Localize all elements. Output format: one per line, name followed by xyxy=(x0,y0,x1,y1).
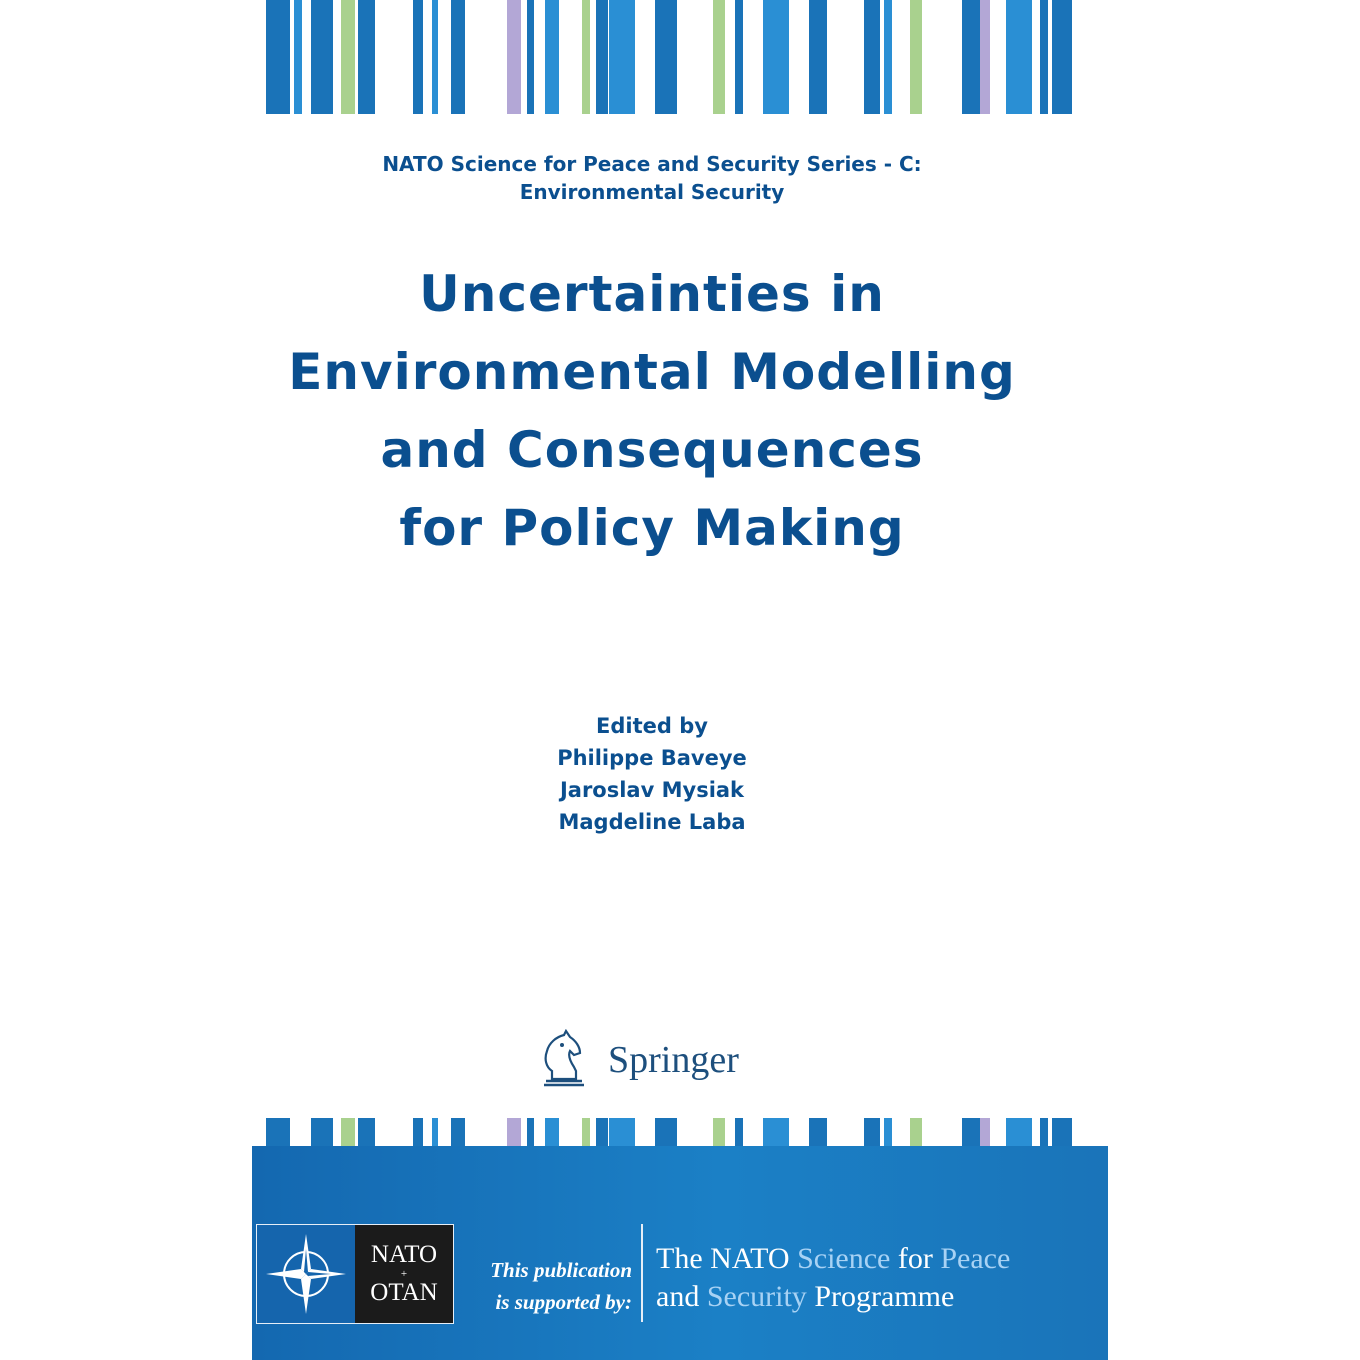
series-line-1: NATO Science for Peace and Security Series - C: xyxy=(382,152,922,176)
programme-name xyxy=(656,1240,1096,1316)
top-stripes-graphic xyxy=(0,0,1360,114)
nato-label: NATO xyxy=(370,1241,438,1268)
title-line-2: Environmental Modelling xyxy=(288,343,1016,401)
programme-text: Programme xyxy=(806,1280,955,1313)
programme-text: The NATO xyxy=(656,1242,798,1275)
programme-highlight: Security xyxy=(706,1280,807,1313)
programme-text: and xyxy=(656,1280,707,1313)
bottom-stripes-graphic xyxy=(0,1118,1360,1146)
nato-footer-panel xyxy=(252,1146,1108,1360)
series-title xyxy=(0,150,1304,206)
nato-compass-star-icon xyxy=(257,1225,355,1323)
editors-block xyxy=(0,710,1304,838)
supported-by-text xyxy=(472,1254,632,1318)
series-line-2: Environmental Security xyxy=(519,180,785,204)
editor-name: Magdeline Laba xyxy=(558,810,746,834)
publisher-name: Springer xyxy=(608,1039,739,1081)
programme-text: for xyxy=(890,1242,941,1275)
bottom-stripe-band xyxy=(0,1118,1360,1146)
footer-divider xyxy=(641,1224,643,1322)
programme-highlight: Science xyxy=(797,1242,891,1275)
book-title xyxy=(0,255,1304,567)
editor-name: Jaroslav Mysiak xyxy=(559,778,745,802)
title-line-1: Uncertainties in xyxy=(419,265,885,323)
supported-line-2: is supported by: xyxy=(495,1290,632,1314)
title-line-3: and Consequences xyxy=(380,421,924,479)
nato-otan-logo xyxy=(256,1224,454,1324)
programme-line-1 xyxy=(656,1240,1096,1278)
top-stripe-band xyxy=(0,0,1360,114)
programme-line-2 xyxy=(656,1278,1096,1316)
editor-name: Philippe Baveye xyxy=(557,746,747,770)
edited-by-label: Edited by xyxy=(596,714,708,738)
nato-separator: + xyxy=(400,1268,408,1280)
supported-line-1: This publication xyxy=(490,1258,632,1282)
nato-otan-text xyxy=(355,1225,453,1323)
springer-chess-knight-icon xyxy=(540,1029,588,1092)
otan-label: OTAN xyxy=(370,1279,438,1306)
publisher-logo xyxy=(540,1030,739,1090)
programme-highlight: Peace xyxy=(940,1242,1011,1275)
title-line-4: for Policy Making xyxy=(399,499,905,557)
